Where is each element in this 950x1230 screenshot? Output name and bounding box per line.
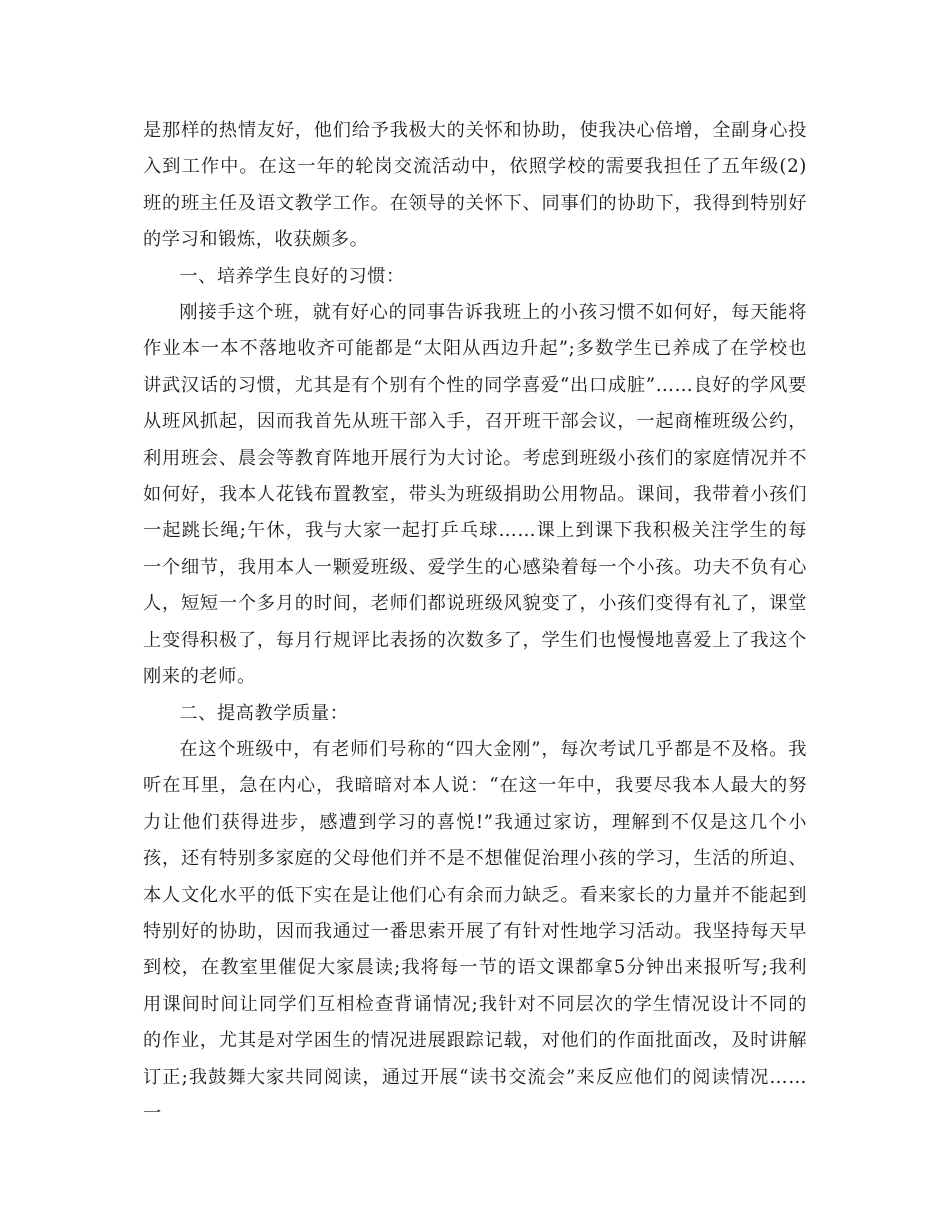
paragraph-habits: 刚接手这个班，就有好心的同事告诉我班上的小孩习惯不如何好，每天能将作业本一本不落地收齐可能都是“太阳从西边升起”;多数学生已养成了在学校也讲武汉话的习惯，尤其是有个别有个性的同学喜爱“出口成脏”……良好的学风要从班风抓起，因而我首先从班干部入手，召开班干部会议，一起商榷班级公约，利用班会、晨会等教育阵地开展行为大讨论。考虑到班级小孩们的家庭情况并不如何好，我本人花钱布置教室，带头为班级捐助公用物品。课间，我带着小孩们一起跳长绳;午休，我与大家一起打乒乓球……课上到课下我积极关注学生的每一个细节，我用本人一颗爱班级、爱学生的心感染着每一个小孩。功夫不负有心人，短短一个多月的时间，老师们都说班级风貌变了，小孩们变得有礼了，课堂上变得积极了，每月行规评比表扬的次数多了，学生们也慢慢地喜爱上了我这个刚来的老师。 bbox=[143, 302, 807, 688]
paragraph-teaching-quality: 在这个班级中，有老师们号称的“四大金刚”，每次考试几乎都是不及格。我听在耳里，急在内心，我暗暗对本人说：“在这一年中，我要尽我本人最大的努力让他们获得进步，感遭到学习的喜悦!”我通过家访，理解到不仅是这几个小孩，还有特别多家庭的父母他们并不是不想催促治理小孩的学习，生活的所迫、本人文化水平的低下实在是让他们心有余而力缺乏。看来家长的力量并不能起到特别好的协助，因而我通过一番思索开展了有针对性地学习活动。我坚持每天早到校，在教室里催促大家晨读;我将每一节的语文课都拿5分钟出来报听写;我利用课间时间让同学们互相检查背诵情况;我针对不同层次的学生情况设计不同的的作业，尤其是对学困生的情况进展跟踪记载，对他们的作面批面改，及时讲解订正;我鼓舞大家共同阅读，通过开展“读书交流会”来反应他们的阅读情况……一 bbox=[143, 738, 807, 1124]
paragraph-continuation: 是那样的热情友好，他们给予我极大的关怀和协助，使我决心倍增，全副身心投入到工作中。在这一年的轮岗交流活动中，依照学校的需要我担任了五年级(2)班的班主任及语文教学工作。在领导的关怀下、同事们的协助下，我得到特别好的学习和锻炼，收获颇多。 bbox=[143, 120, 807, 251]
section-heading-teaching-quality: 二、提高教学质量： bbox=[179, 702, 349, 724]
document-body bbox=[143, 113, 807, 1132]
section-heading-habits: 一、培养学生良好的习惯： bbox=[179, 265, 405, 287]
